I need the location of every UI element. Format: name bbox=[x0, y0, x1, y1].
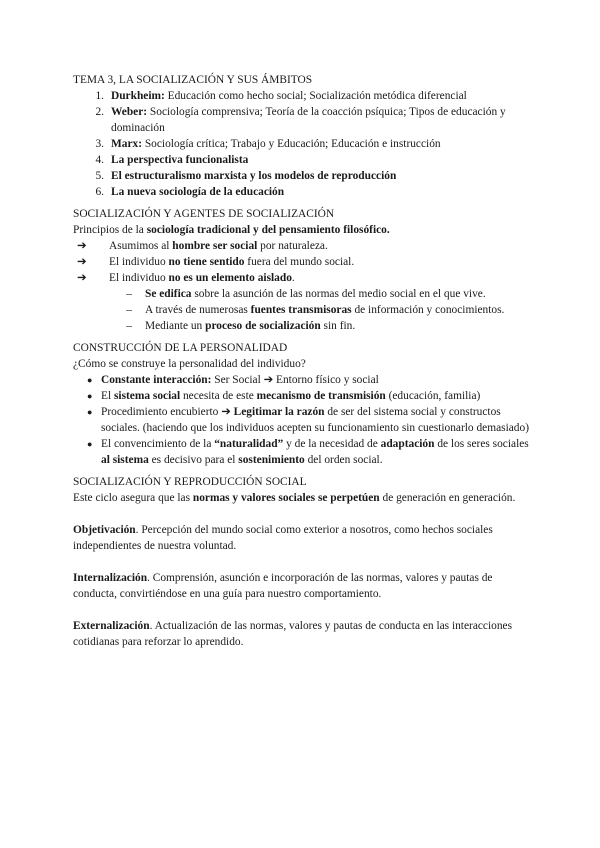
bullet-icon: ● bbox=[87, 391, 93, 401]
list-item: – Mediante un proceso de socialización sin fin. bbox=[73, 318, 533, 334]
section-title-personalidad: CONSTRUCCIÓN DE LA PERSONALIDAD bbox=[73, 342, 288, 354]
tema-list bbox=[73, 88, 533, 200]
list-item: ➔ El individuo no es un elemento aislado. bbox=[73, 270, 533, 286]
list-item: 5. El estructuralismo marxista y los modelos de reproducción bbox=[95, 170, 397, 182]
section-title-reproduccion: SOCIALIZACIÓN Y REPRODUCCIÓN SOCIAL bbox=[73, 476, 307, 488]
bullet-icon: ● bbox=[87, 407, 93, 417]
list-item: ➔ Asumimos al hombre ser social por naturaleza. bbox=[73, 238, 533, 254]
list-item: 6. La nueva sociología de la educación bbox=[95, 186, 285, 198]
list-item: – A través de numerosas fuentes transmisoras de información y conocimientos. bbox=[73, 302, 533, 318]
personalidad-bullet-list bbox=[73, 372, 533, 468]
document-page bbox=[73, 72, 533, 650]
reproduccion-intro: Este ciclo asegura que las normas y valores sociales se perpetúen de generación en generación. bbox=[73, 492, 516, 504]
list-item: ➔ El individuo no tiene sentido fuera del mundo social. bbox=[73, 254, 533, 270]
list-item: 2. Weber: Sociología comprensiva; Teoría de la coacción psíquica; Tipos de educación y dominación bbox=[95, 106, 506, 134]
list-item: – Se edifica sobre la asunción de las normas del medio social en el que vive. bbox=[73, 286, 533, 302]
arrow-icon: ➔ bbox=[77, 256, 87, 268]
arrow-icon: ➔ bbox=[77, 240, 87, 252]
list-item: ● Procedimiento encubierto ➔ Legitimar la razón de ser del sistema social y constructos sociales. (haciendo que los individuos acepten su funcionamiento sin cuestionarlo demasiado) bbox=[73, 404, 533, 436]
section-title-tema: TEMA 3, LA SOCIALIZACIÓN Y SUS ÁMBITOS bbox=[73, 74, 313, 86]
list-item: 1. Durkheim: Educación como hecho social; Socialización metódica diferencial bbox=[95, 90, 467, 102]
internalizacion-paragraph: Internalización. Comprensión, asunción e incorporación de las normas, valores y pautas de conducta, convirtiéndose en una guía para nuestro comportamiento. bbox=[73, 572, 493, 600]
externalizacion-paragraph: Externalización. Actualización de las normas, valores y pautas de conducta en las interacciones cotidianas para reforzar lo aprendido. bbox=[73, 620, 513, 648]
agentes-intro: Principios de la sociología tradicional y del pensamiento filosófico. bbox=[73, 224, 390, 236]
personalidad-question: ¿Cómo se construye la personalidad del individuo? bbox=[73, 358, 306, 370]
list-item: ● El sistema social necesita de este mecanismo de transmisión (educación, familia) bbox=[73, 388, 533, 404]
bullet-icon: ● bbox=[87, 375, 93, 385]
agentes-dash-list bbox=[73, 286, 533, 334]
arrow-icon: ➔ bbox=[77, 272, 87, 284]
dash-icon: – bbox=[126, 288, 132, 300]
bullet-icon: ● bbox=[87, 439, 93, 449]
section-title-agentes: SOCIALIZACIÓN Y AGENTES DE SOCIALIZACIÓN bbox=[73, 208, 335, 220]
dash-icon: – bbox=[126, 304, 132, 316]
dash-icon: – bbox=[126, 320, 132, 332]
list-item: 4. La perspectiva funcionalista bbox=[95, 154, 249, 166]
list-item: ● Constante interacción: Ser Social ➔ Entorno físico y social bbox=[73, 372, 533, 388]
list-item: ● El convencimiento de la “naturalidad” y de la necesidad de adaptación de los seres sociales al sistema es decisivo para el sostenimiento del orden social. bbox=[73, 436, 533, 468]
agentes-arrow-list bbox=[73, 238, 533, 286]
objetivacion-paragraph: Objetivación. Percepción del mundo social como exterior a nosotros, como hechos sociales independientes de nuestra voluntad. bbox=[73, 524, 493, 552]
list-item: 3. Marx: Sociología crítica; Trabajo y Educación; Educación e instrucción bbox=[95, 138, 441, 150]
